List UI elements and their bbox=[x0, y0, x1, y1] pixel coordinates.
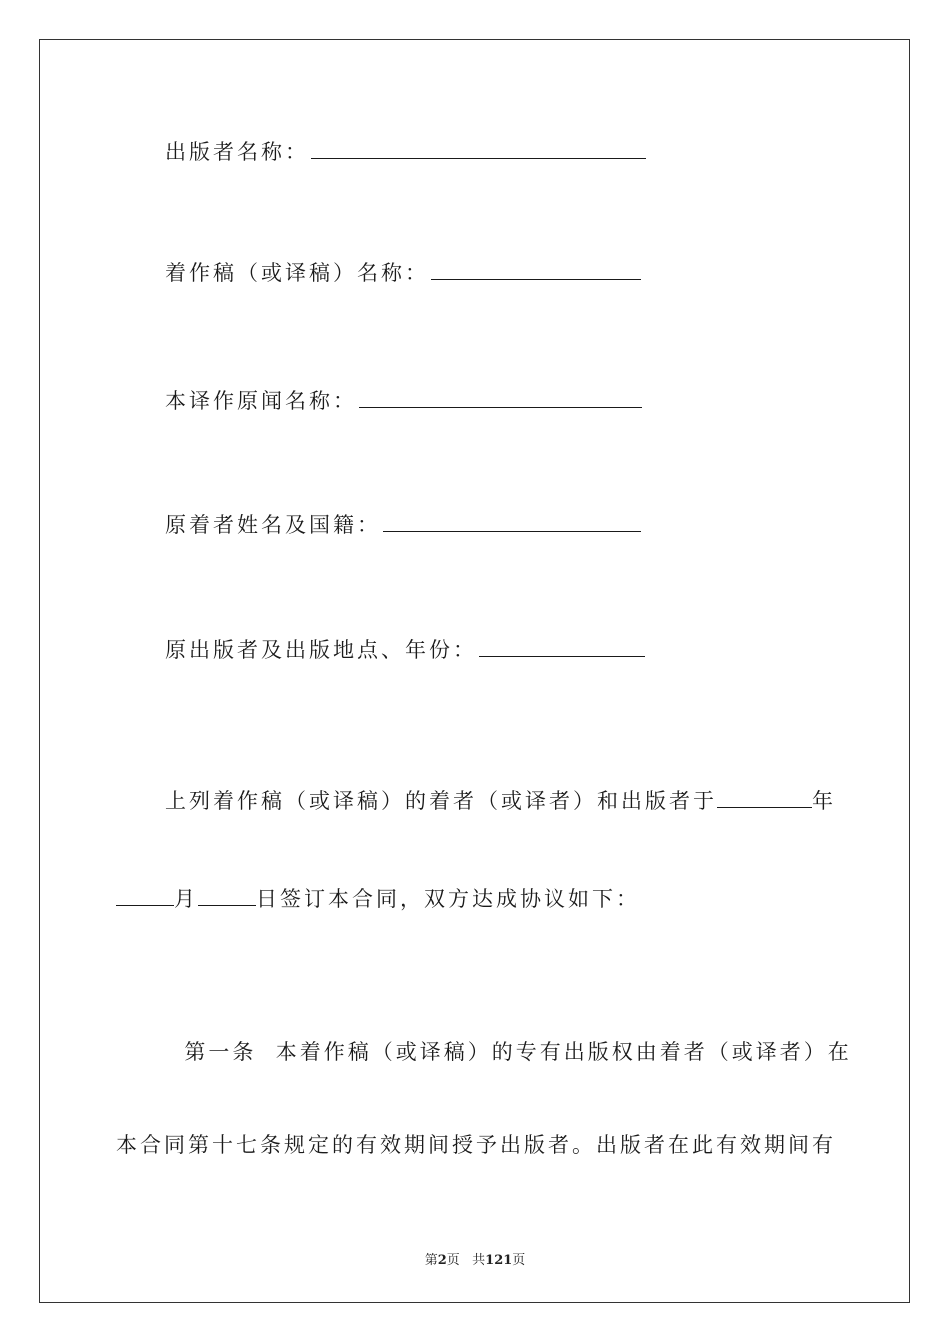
fill-blank bbox=[311, 138, 646, 159]
field-original-publisher bbox=[165, 636, 645, 664]
paragraph-text: 上列着作稿（或译稿）的着者（或译者）和出版者于 bbox=[165, 789, 717, 813]
fill-blank bbox=[431, 259, 641, 280]
day-blank bbox=[198, 885, 256, 906]
page-footer bbox=[0, 1249, 950, 1268]
paragraph-signing-line1 bbox=[165, 787, 836, 815]
field-publisher-name bbox=[165, 138, 646, 166]
article-1-line2 bbox=[116, 1131, 836, 1159]
year-blank bbox=[717, 787, 812, 808]
paragraph-text: 日签订本合同，双方达成协议如下： bbox=[256, 887, 640, 911]
field-original-title bbox=[165, 387, 642, 415]
field-label: 出版者名称： bbox=[165, 140, 309, 164]
field-label: 着作稿（或译稿）名称： bbox=[165, 261, 429, 285]
article-text: 本合同第十七条规定的有效期间授予出版者。出版者在此有效期间有 bbox=[116, 1133, 836, 1157]
footer-prefix: 第 bbox=[424, 1253, 438, 1268]
fill-blank bbox=[479, 636, 645, 657]
field-label: 原着者姓名及国籍： bbox=[165, 513, 381, 537]
page-border bbox=[39, 39, 910, 1303]
year-label: 年 bbox=[812, 789, 836, 813]
article-text: 第一条 本着作稿（或译稿）的专有出版权由着者（或译者）在 bbox=[184, 1040, 852, 1064]
fill-blank bbox=[383, 511, 641, 532]
field-work-title bbox=[165, 259, 641, 287]
field-label: 原出版者及出版地点、年份： bbox=[165, 638, 477, 662]
page-number: 2 bbox=[437, 1253, 447, 1268]
fill-blank bbox=[359, 387, 642, 408]
footer-suffix: 页 bbox=[512, 1253, 526, 1268]
month-label: 月 bbox=[174, 887, 198, 911]
paragraph-signing-line2 bbox=[116, 885, 640, 913]
total-pages: 121 bbox=[485, 1253, 513, 1268]
footer-middle: 页 共 bbox=[446, 1253, 486, 1268]
month-blank bbox=[116, 885, 174, 906]
field-label: 本译作原闻名称： bbox=[165, 389, 357, 413]
field-original-author bbox=[165, 511, 641, 539]
article-1-line1 bbox=[165, 1010, 852, 1066]
